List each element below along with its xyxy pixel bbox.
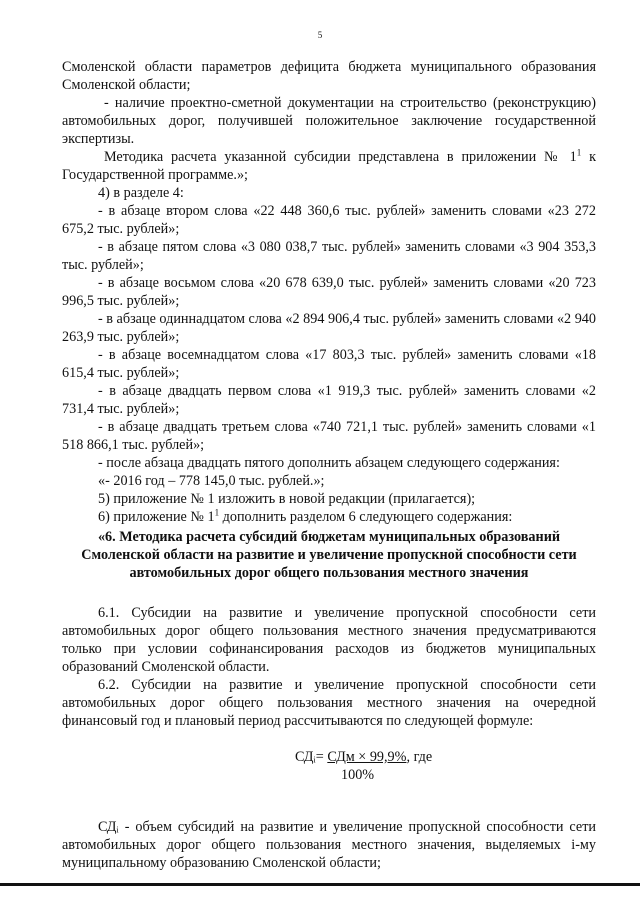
- paragraph-text: дополнить разделом 6 следующего содержания:: [219, 509, 513, 525]
- section-paragraph: 6.1. Субсидии на развитие и увеличение пропускной способности сети автомобильных дорог общего пользования местного значения предусматриваются только при условии софинансирования расходов из бюджетов муниципальных образований Смоленской области.: [62, 605, 596, 675]
- amendment-item: - после абзаца двадцать пятого дополнить абзацем следующего содержания:: [98, 455, 560, 471]
- paragraph-text: 6) приложение № 1: [98, 509, 215, 525]
- heading-line: Смоленской области на развитие и увеличение пропускной способности сети: [81, 547, 577, 563]
- formula-denominator: 100%: [341, 767, 375, 783]
- amendment-item: - в абзаце пятом слова «3 080 038,7 тыс. рублей» заменить словами «3 904 353,3 тыс. рублей»;: [62, 239, 596, 273]
- superscript: 1: [576, 147, 582, 158]
- formula-suffix: , где: [406, 749, 433, 765]
- amendment-item: - в абзаце втором слова «22 448 360,6 тыс. рублей» заменить словами «23 272 675,2 тыс. рублей»;: [62, 203, 596, 237]
- paragraph: 5) приложение № 1 изложить в новой редакции (прилагается);: [98, 491, 476, 507]
- heading-line: «6. Методика расчета субсидий бюджетам муниципальных образований: [97, 529, 561, 545]
- paragraph: - наличие проектно-сметной документации на строительство (реконструкцию) автомобильных дорог, получившей положительное заключение государственной экспертизы.: [62, 95, 596, 147]
- paragraph: [62, 148, 596, 184]
- amendment-item: - в абзаце восьмом слова «20 678 639,0 тыс. рублей» заменить словами «20 723 996,5 тыс. рублей»;: [62, 275, 596, 309]
- section-paragraph: 6.2. Субсидии на развитие и увеличение пропускной способности сети автомобильных дорог общего пользования местного значения на очередной финансовый год и плановый период рассчитываются по следующей формуле:: [62, 677, 596, 729]
- paragraph: [62, 508, 596, 526]
- amendment-item: - в абзаце двадцать третьем слова «740 721,1 тыс. рублей» заменить словами «1 518 866,1 тыс. рублей»;: [62, 419, 596, 453]
- paragraph-text: к Государственной программе.»;: [62, 149, 596, 183]
- heading-line: автомобильных дорог общего пользования местного значения: [129, 565, 529, 581]
- formula-line: [295, 748, 432, 766]
- document-body: [62, 58, 596, 872]
- paragraph-text: Методика расчета указанной субсидии представлена в приложении № 1: [104, 149, 577, 165]
- section-heading: [62, 528, 596, 582]
- page-bottom-border: [0, 883, 640, 886]
- page-number: 5: [317, 30, 323, 40]
- amendment-item: - в абзаце одиннадцатом слова «2 894 906,4 тыс. рублей» заменить словами «2 940 263,9 тыс. рублей»;: [62, 311, 596, 345]
- paragraph: Смоленской области параметров дефицита бюджета муниципального образования Смоленской области;: [62, 59, 596, 93]
- amendment-item: - в абзаце восемнадцатом слова «17 803,3 тыс. рублей» заменить словами «18 615,4 тыс. рублей»;: [62, 347, 596, 381]
- formula-lhs: СДᵢ=: [295, 749, 328, 765]
- definition-paragraph: СДᵢ - объем субсидий на развитие и увеличение пропускной способности сети автомобильных дорог общего пользования местного значения, выделяемых i-му муниципальному образованию Смоленской области;: [62, 819, 596, 871]
- paragraph: 4) в разделе 4:: [98, 185, 184, 201]
- amendment-item: - в абзаце двадцать первом слова «1 919,3 тыс. рублей» заменить словами «2 731,4 тыс. рублей»;: [62, 383, 596, 417]
- superscript: 1: [214, 507, 220, 518]
- formula-numerator: СДм × 99,9%: [327, 749, 407, 765]
- formula: [62, 748, 596, 794]
- amendment-item: «- 2016 год – 778 145,0 тыс. рублей.»;: [98, 473, 325, 489]
